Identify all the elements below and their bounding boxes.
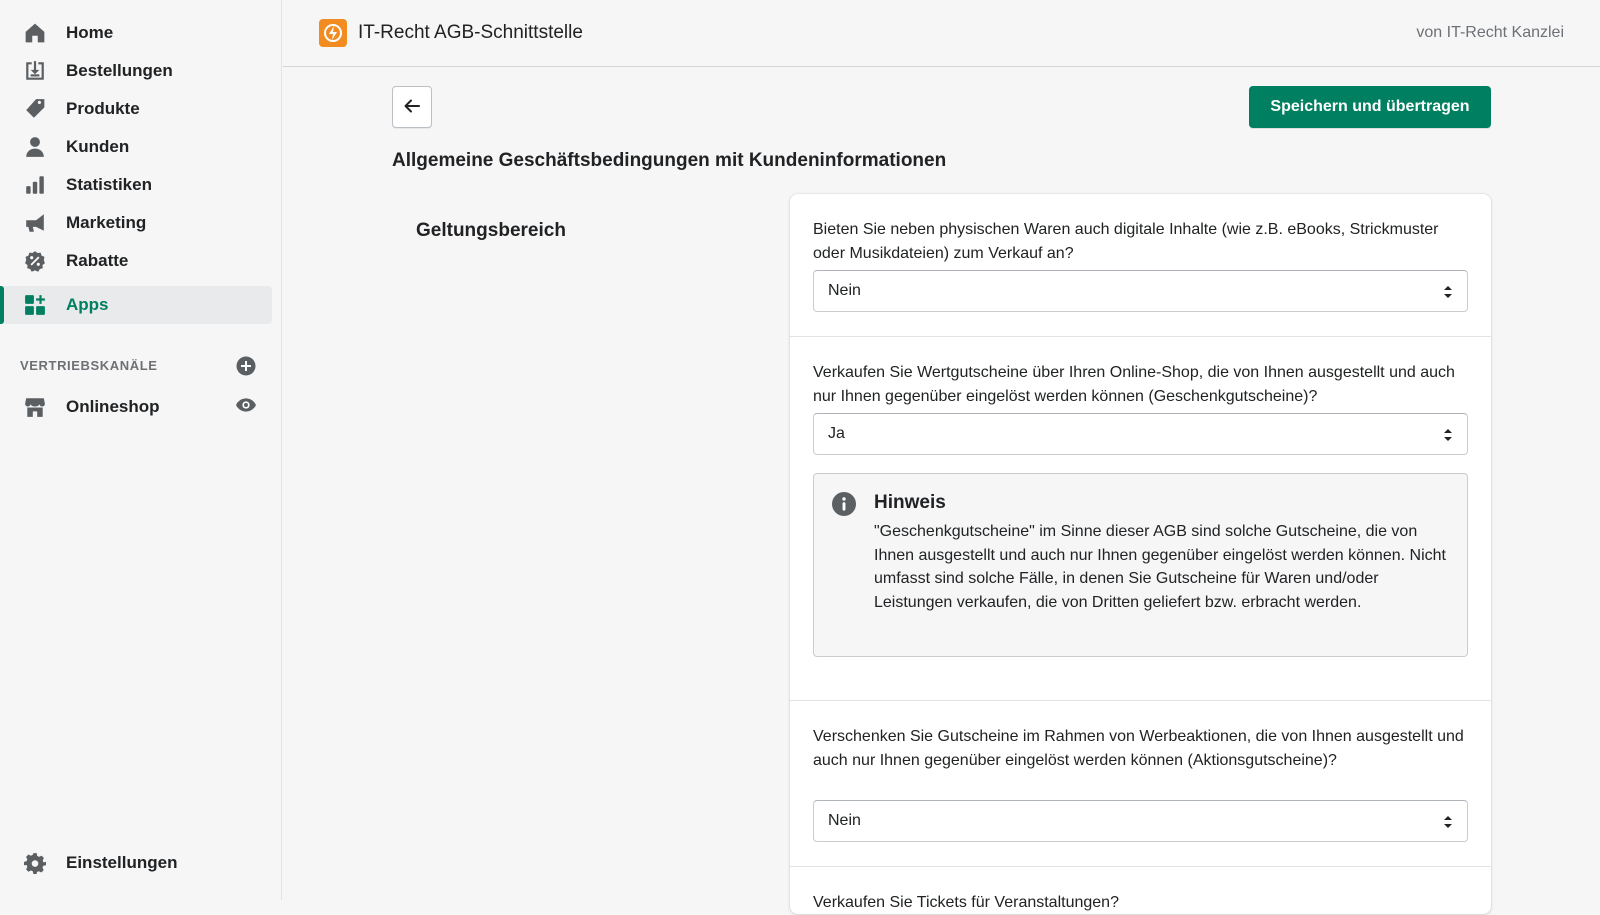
sidebar-item-products[interactable] xyxy=(0,90,272,128)
save-and-transfer-button[interactable]: Speichern und übertragen xyxy=(1249,86,1491,128)
store-icon xyxy=(24,396,46,418)
add-circle-icon[interactable] xyxy=(236,356,256,376)
select-gift-vouchers[interactable] xyxy=(813,413,1468,455)
question-digital-content: Bieten Sie neben physischen Waren auch digitale Inhalte (wie z.B. eBooks, Strickmuster oder Musikdateien) zum Verkauf an? xyxy=(813,221,1439,262)
orders-icon xyxy=(24,60,46,82)
app-header xyxy=(283,0,1600,67)
notice-title: Hinweis xyxy=(874,492,946,513)
question-gift-vouchers: Verkaufen Sie Wertgutscheine über Ihren Online-Shop, die von Ihnen ausgestellt und auch nur Ihnen gegenüber eingelöst werden können (Geschenkgutscheine)? xyxy=(813,364,1455,405)
arrow-left-icon xyxy=(402,96,422,119)
select-digital-content[interactable] xyxy=(813,270,1468,312)
discount-icon xyxy=(24,250,46,272)
select-arrows-icon xyxy=(1441,283,1455,301)
select-arrows-icon xyxy=(1441,813,1455,831)
sales-channels-heading: VERTRIEBSKANÄLE xyxy=(20,358,158,373)
sidebar-item-discounts[interactable] xyxy=(0,242,272,280)
select-arrows-icon xyxy=(1441,426,1455,444)
divider xyxy=(790,866,1491,867)
home-icon xyxy=(24,22,46,44)
sidebar-item-label: Apps xyxy=(66,295,109,314)
notice-box xyxy=(813,473,1468,657)
select-value: Ja xyxy=(828,425,845,442)
sidebar-item-apps[interactable] xyxy=(0,286,272,324)
apps-icon xyxy=(24,294,46,316)
app-vendor[interactable]: von IT-Recht Kanzlei xyxy=(1416,24,1564,41)
app-logo-icon xyxy=(319,19,347,47)
sidebar-item-home[interactable] xyxy=(0,14,272,52)
sidebar-item-label: Produkte xyxy=(66,99,140,118)
sidebar-item-label: Marketing xyxy=(66,213,147,232)
sidebar-item-label: Kunden xyxy=(66,137,130,156)
sidebar-item-label: Home xyxy=(66,23,114,42)
gear-icon xyxy=(24,852,46,874)
question-promo-vouchers: Verschenken Sie Gutscheine im Rahmen von Werbeaktionen, die von Ihnen ausgestellt und auch nur Ihnen gegenüber eingelöst werden können (Aktionsgutscheine)? xyxy=(813,728,1464,769)
question-event-tickets: Verkaufen Sie Tickets für Veranstaltungen? xyxy=(813,894,1119,911)
sidebar xyxy=(0,0,282,900)
divider xyxy=(790,700,1491,701)
eye-icon[interactable] xyxy=(235,394,257,416)
select-value: Nein xyxy=(828,282,861,299)
app-title: IT-Recht AGB-Schnittstelle xyxy=(358,22,583,43)
person-icon xyxy=(24,136,46,158)
form-card xyxy=(790,194,1491,914)
sidebar-item-online-store[interactable] xyxy=(0,388,272,426)
divider xyxy=(790,336,1491,337)
back-button[interactable] xyxy=(392,86,432,128)
sidebar-item-customers[interactable] xyxy=(0,128,272,166)
bar-chart-icon xyxy=(24,174,46,196)
sidebar-item-label: Onlineshop xyxy=(66,397,160,416)
sidebar-item-orders[interactable] xyxy=(0,52,272,90)
notice-body: "Geschenkgutscheine" im Sinne dieser AGB sind solche Gutscheine, die von Ihnen ausgestellt und auch nur Ihnen gegenüber eingelöst werden können. Nicht umfasst sind solche Fälle, in denen Sie Gutscheine für Waren und/oder Leistungen verkaufen, die von Dritten geliefert bzw. erbracht werden. xyxy=(874,523,1446,611)
sidebar-item-label: Bestellungen xyxy=(66,61,173,80)
sidebar-item-label: Einstellungen xyxy=(66,853,178,872)
tag-icon xyxy=(24,98,46,120)
sidebar-item-label: Statistiken xyxy=(66,175,152,194)
megaphone-icon xyxy=(24,212,46,234)
sidebar-item-analytics[interactable] xyxy=(0,166,272,204)
info-icon xyxy=(832,492,856,516)
section-title: Geltungsbereich xyxy=(416,220,566,241)
sidebar-item-marketing[interactable] xyxy=(0,204,272,242)
sidebar-item-label: Rabatte xyxy=(66,251,129,270)
sidebar-item-settings[interactable] xyxy=(0,844,272,882)
page-title: Allgemeine Geschäftsbedingungen mit Kundeninformationen xyxy=(392,150,947,171)
select-promo-vouchers[interactable] xyxy=(813,800,1468,842)
select-value: Nein xyxy=(828,812,861,829)
